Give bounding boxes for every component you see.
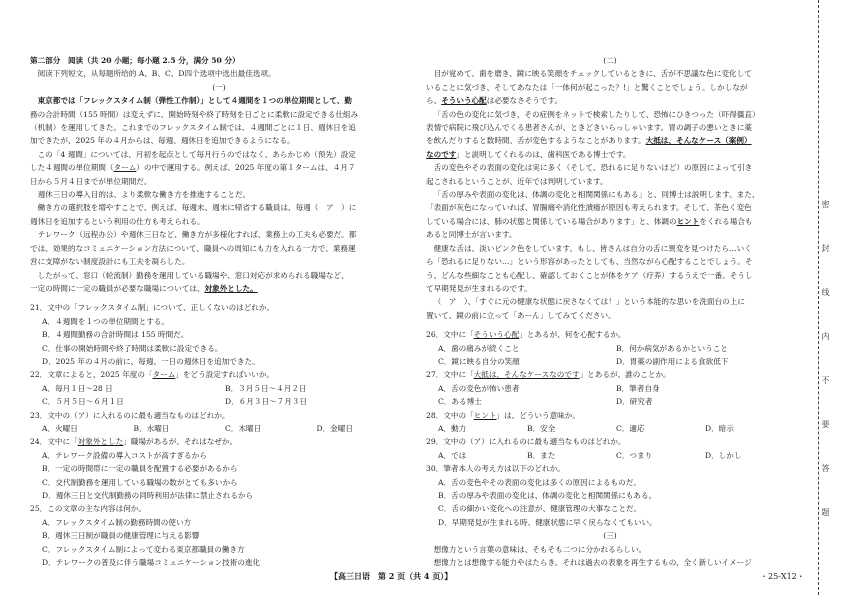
passage-line: 想像力とは想像する能力やはたらき。それは過去の表象を再生するもの、全く新しいイメージ	[433, 558, 752, 568]
passage-line: なのです」と説明してくれるのは、歯科医である博士です。	[426, 149, 631, 159]
page-number-label: 【高三日语 第 2 页（共 4 页）】	[330, 571, 453, 581]
option: D．金曜日	[316, 423, 353, 433]
passage-line: 置いて、鏡の前に立って「あーん」してみてください。	[426, 310, 616, 320]
passage-line: （ ア ）、「すぐに元の健康な状態に戻さなくては！」という本能的な思いを洗面台の上に	[433, 297, 745, 307]
option: B．週休三日制が職員の健康管理に与える影響	[42, 531, 200, 541]
option: D．６月３日～７月３日	[225, 397, 308, 407]
option: D．早期発見が生まれる時、健康状態に早く戻らなくてもいい。	[438, 517, 657, 527]
passage-line: 「舌の厚みや表面の変化は、体調の変化と相関関係にもある」と、同博士は説明します。また、	[433, 190, 760, 200]
passage-line: う、どんな些細なことも心配し、確認しておくことが体をケア（疗养）するうえで一番。そうし	[426, 270, 753, 280]
passage-line: て早期発見が生まれるのです。	[426, 283, 532, 293]
underlined-term: 対象外とした。	[204, 283, 258, 293]
passage-line: 務の合計時間（155 時間）は変えずに、開始時刻や終了時刻を日ごとに柔軟に設定できる仕組み	[30, 109, 359, 119]
passage-line: この「4 週間」については、月初を起点として毎月行うのではなく、あらかじめ（预先）設定	[37, 149, 356, 159]
passage-line: 起こされるということが、近年では判明しています。	[426, 176, 608, 186]
option: A．毎月１日～28 日	[42, 383, 113, 393]
option: A．動力	[438, 423, 467, 433]
question-stem: 22．文章によると、2025 年度の「ターム」をどう設定すればいいか。	[30, 370, 275, 380]
passage-line: 舌の変色やその表面の変化は実に多く（そして、恐れるに足りないほど）の原因によって引き	[433, 163, 753, 173]
passage-line: いることに気づき、そしてあなたは「一体何が起こった？!」と驚くことでしょう。しかしなが	[426, 82, 748, 92]
option: C．木曜日	[225, 423, 262, 433]
passage-line: 「表面が灰色になっていれば、胃腸痛や消化性潰瘍が原因も考えられます。そして、茶色く変色	[426, 203, 752, 213]
passage-1-title: (一)	[212, 82, 226, 92]
question-28	[426, 409, 794, 436]
question-23	[30, 409, 408, 436]
question-24	[30, 435, 408, 502]
passage-1	[30, 94, 408, 295]
option: A．舌の変色やその表面の変化は多くの原因によるものだ。	[438, 477, 641, 487]
question-26	[426, 328, 794, 368]
option: A．４週間を１つの単位期間とする。	[42, 316, 169, 326]
option: B．また	[527, 450, 556, 460]
question-stem: 25．この文章の主な内容は何か。	[30, 504, 146, 514]
underlined-term: 大抵は、そんなケース（案例）	[645, 136, 752, 146]
option: D．しかし	[705, 450, 742, 460]
binding-notice: 密 封 线 内 不 要 答 题	[821, 200, 830, 530]
question-stem: 23．文中の（ア）に入れるのに最も適当なものはどれか。	[30, 410, 230, 420]
passage-line: 加できたが、2025 年の４月からは、毎週、週休日を追加できるようになる。	[30, 136, 295, 146]
option: B．舌の厚みや表面の変化は、体調の変化と相関関係にもある。	[438, 491, 657, 500]
passage-line: 東京都では「フレックスタイム制（弾性工作制）」として４週間を１つの単位期間として、勤	[37, 96, 352, 106]
option: B．何か病気があるかということ	[616, 343, 728, 353]
exam-code: ・25-X12・	[760, 572, 805, 581]
left-column	[30, 54, 408, 569]
question-25	[30, 502, 408, 569]
passage-line: では、効果的なコミュニケーション方法について、職員への周知にも力を入れる一方で、業務運	[30, 243, 356, 253]
option: D．週休三日と交代制勤務の同時利用が法律に禁止されるから	[42, 491, 254, 500]
passage-line: 日から５月４日までが単位期間だ。	[30, 176, 152, 186]
option: C．仕事の開始時間や終了時間は柔軟に設定できる。	[42, 343, 223, 353]
passage-line: ら「恐れるに足りない…」という形容があったとしても、当然ながら心配することでしょう。そ	[426, 257, 753, 267]
question-stem: 27．文中に「大抵は、そんなケースなのです」とあるが、誰のことか。	[426, 370, 671, 380]
passage-line: 表情で病院に飛び込んでくる患者さんが、ときどきいらっしゃいます。胃の調子の悪いときに薬	[426, 123, 752, 133]
option: B．安全	[527, 423, 556, 433]
passage-line: 週休三日の導入目的は、より柔軟な働き方を推進することだ。	[37, 190, 251, 200]
question-27	[426, 368, 794, 408]
passage-line: 想像力という言葉の意味は、そもそも二つに分かれるらしい。	[433, 544, 647, 554]
passage-line: 営に支障がない制度設計にも工夫を凝らした。	[30, 257, 190, 267]
option: B．水曜日	[133, 423, 170, 433]
passage-line: している場合には、肺の状態と関係している場合があります」と、体調のヒントをくれる場合も	[426, 216, 753, 226]
passage-line: 目が覚めて、歯を磨き、鏡に映る笑顔をチェックしているときに、舌が不思議な色に変化して	[433, 69, 752, 79]
section-heading: 第二部分 阅读（共 20 小题；每小题 2.5 分，满分 50 分）	[30, 56, 240, 65]
passage-line: 週休日を追加するという利用の仕方も考えられる。	[30, 216, 205, 226]
question-stem: 24．文中に「対象外とした」職場があるが、それはなぜか。	[30, 437, 238, 447]
underlined-term: ヒント	[676, 216, 700, 226]
passage-line: を飲んだりすると数時間、舌が変色するようなことがあります。大抵は、そんなケース（案例）	[426, 136, 752, 146]
section-instruction: 阅读下列短文，从每题所给的 A、B、C、D四个选项中选出最佳选项。	[37, 69, 276, 79]
passage-2	[426, 67, 794, 322]
question-stem: 21．文中の「フレックスタイム制」について、正しくないのはどれか。	[30, 303, 275, 313]
option: A．舌の変色が怖い患者	[438, 383, 520, 393]
option: C．ある博士	[438, 397, 482, 407]
passage-line: （机制）を運用してきた。これまでのフレックスタイム制では、４週間ごとに１日、週休日を追	[30, 123, 356, 133]
option: B．筆者自身	[616, 383, 660, 393]
passage-3-title: (三)	[603, 531, 617, 541]
question-21	[30, 301, 408, 368]
option: C．舌の細かい変化への注意が、健康管理の大事なことだ。	[438, 504, 642, 514]
passage-2-title: (二)	[603, 56, 617, 65]
option: D．テレワークの普及に伴う職場コミュニケーション技術の進化	[42, 558, 261, 568]
question-stem: 29．文中の（ア）に入れるのに最も適当なものはどれか。	[426, 437, 626, 447]
underlined-term: ターム	[113, 163, 137, 173]
passage-line: 一定の時間に一定の職員が必要な職場については、対象外とした。	[30, 283, 258, 293]
question-stem: 28．文中の「ヒント」は、どういう意味か。	[426, 410, 580, 420]
option: C．フレックスタイム制によって変わる東京都職員の働き方	[42, 544, 245, 554]
option: C．つまり	[616, 450, 653, 460]
option: A．フレックスタイム制の勤務時間の使い方	[42, 517, 192, 527]
question-stem: 26．文中に「そういう心配」とあるが、何を心配するか。	[426, 330, 626, 340]
option: C．適応	[616, 423, 645, 433]
passage-line: ら、そういう心配は必要なさそうです。	[426, 96, 563, 106]
option: B．３月５日～４月２日	[225, 383, 307, 393]
right-column	[426, 54, 794, 569]
passage-line: したがって、窓口（轮流制）勤務を運用している職場や、窓口対応が求められる職場など、	[37, 270, 349, 280]
option: C．鏡に映る自分の笑顔	[438, 356, 520, 366]
underlined-term: そういう心配	[441, 96, 487, 106]
passage-line: あると同博士が言います。	[426, 230, 517, 240]
question-30	[426, 462, 794, 529]
option: D．暗示	[705, 423, 734, 433]
option: B．４週間勤務の合計時間は 155 時間だ。	[42, 330, 189, 340]
option: A．歯の痛みが続くこと	[438, 343, 520, 353]
option: A．テレワーク設備の導入コストが高すぎるから	[42, 450, 207, 460]
option: D．研究者	[616, 397, 653, 407]
question-22	[30, 368, 408, 408]
passage-line: した４週間の単位期間（ターム）の中で運用する。例えば、2025 年度の第１タームは、４月７	[30, 163, 356, 173]
option: D．2025 年の４月の前に、毎週、一日の週休日を追加できた。	[42, 356, 260, 366]
passage-line: 「舌の色の変化に気づき、その症例をネットで検索したりして、恐怖にひきつった（吓得僵直）	[433, 109, 760, 119]
question-29	[426, 435, 794, 462]
passage-line: 働き方の選択肢を増やすことで、例えば、毎週末、週末に帰省する職員は、毎週（ ア ）に	[37, 203, 357, 213]
question-stem: 30．筆者本人の考え方は以下のどれか。	[426, 464, 565, 474]
option: D．胃薬の副作用による食欲低下	[616, 356, 729, 366]
passage-line: テレワーク（远程办公）や週休三日など、働き方が多様化すれば、業務上の工夫も必要だ。都	[37, 230, 357, 240]
option: C．交代制勤務を運用している職場の数がとても多いから	[42, 477, 238, 487]
option: A．火曜日	[42, 423, 78, 433]
option: A．では	[438, 450, 467, 460]
passage-line: 健康な舌は、淡いピンク色をしています。もし、皆さんは自分の舌に異変を見つけたら…いく	[433, 243, 752, 253]
option: B．一定の時間帯に一定の職員を配置する必要があるから	[42, 464, 238, 474]
option: C．５月５日～６月１日	[42, 397, 124, 407]
